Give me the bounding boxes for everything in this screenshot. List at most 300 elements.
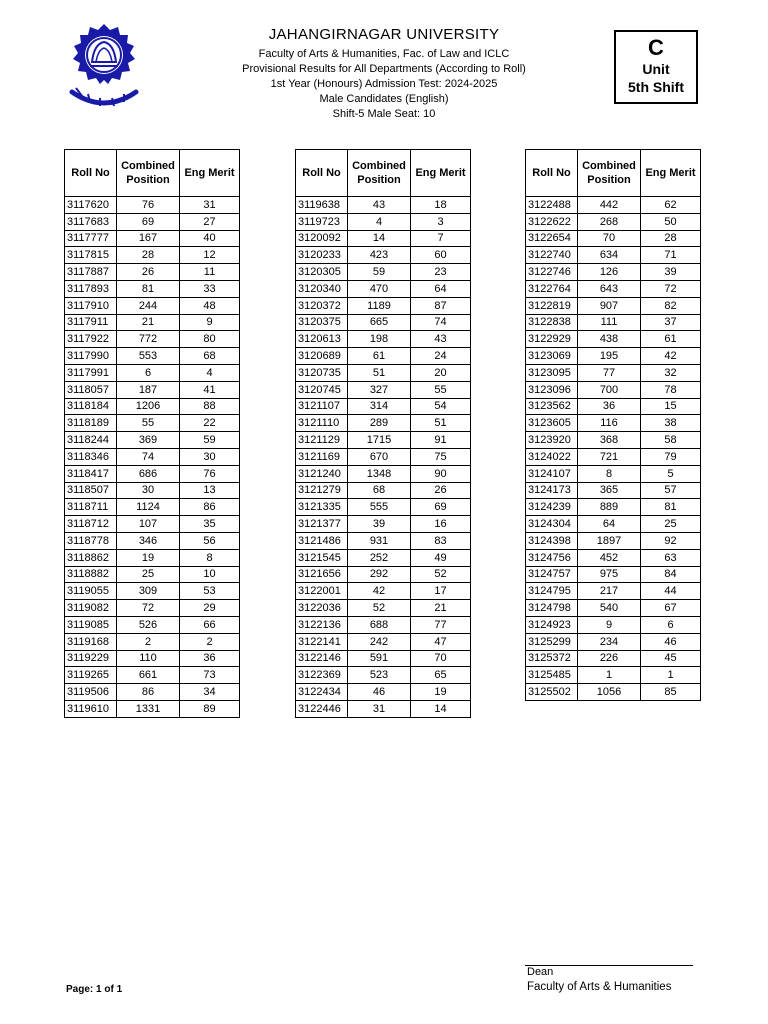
roll-no-cell: 3119638 <box>296 197 348 214</box>
combined-position-cell: 1348 <box>348 465 411 482</box>
table-row <box>526 280 701 297</box>
roll-no-header: Roll No <box>296 150 348 197</box>
combined-position-cell: 931 <box>348 532 411 549</box>
combined-position-cell: 52 <box>348 600 411 617</box>
roll-no-cell: 3124756 <box>526 549 578 566</box>
combined-position-cell: 591 <box>348 650 411 667</box>
table-row <box>65 633 240 650</box>
table-row <box>526 247 701 264</box>
table-row <box>296 280 471 297</box>
eng-merit-cell: 14 <box>411 700 471 717</box>
roll-no-cell: 3125299 <box>526 633 578 650</box>
table-row <box>526 197 701 214</box>
roll-no-cell: 3122819 <box>526 297 578 314</box>
combined-position-cell: 14 <box>348 230 411 247</box>
roll-no-cell: 3117893 <box>65 280 117 297</box>
roll-no-cell: 3118711 <box>65 499 117 516</box>
roll-no-cell: 3125372 <box>526 650 578 667</box>
eng-merit-cell: 5 <box>641 465 701 482</box>
eng-merit-cell: 29 <box>180 600 240 617</box>
table-row <box>296 213 471 230</box>
signatory-title: Dean <box>527 966 554 978</box>
roll-no-cell: 3118184 <box>65 398 117 415</box>
roll-no-cell: 3117911 <box>65 314 117 331</box>
roll-no-header: Roll No <box>526 150 578 197</box>
eng-merit-cell: 36 <box>180 650 240 667</box>
combined-position-cell: 69 <box>117 213 180 230</box>
roll-no-cell: 3120340 <box>296 280 348 297</box>
combined-position-cell: 1715 <box>348 432 411 449</box>
eng-merit-cell: 83 <box>411 532 471 549</box>
combined-position-cell: 670 <box>348 448 411 465</box>
roll-no-cell: 3124239 <box>526 499 578 516</box>
roll-no-cell: 3124795 <box>526 583 578 600</box>
roll-no-cell: 3121486 <box>296 532 348 549</box>
eng-merit-cell: 70 <box>411 650 471 667</box>
combined-position-cell: 309 <box>117 583 180 600</box>
combined-position-cell: 81 <box>117 280 180 297</box>
roll-no-cell: 3124173 <box>526 482 578 499</box>
roll-no-cell: 3122746 <box>526 264 578 281</box>
roll-no-cell: 3123095 <box>526 364 578 381</box>
eng-merit-cell: 19 <box>411 684 471 701</box>
eng-merit-cell: 43 <box>411 331 471 348</box>
table-row <box>65 364 240 381</box>
eng-merit-cell: 51 <box>411 415 471 432</box>
eng-merit-cell: 28 <box>641 230 701 247</box>
roll-no-cell: 3122654 <box>526 230 578 247</box>
eng-merit-cell: 27 <box>180 213 240 230</box>
combined-position-cell: 700 <box>578 381 641 398</box>
combined-position-cell: 31 <box>348 700 411 717</box>
roll-no-cell: 3122036 <box>296 600 348 617</box>
university-logo <box>62 22 146 114</box>
table-row <box>65 482 240 499</box>
eng-merit-cell: 40 <box>180 230 240 247</box>
table-row <box>526 499 701 516</box>
eng-merit-cell: 86 <box>180 499 240 516</box>
roll-no-cell: 3125485 <box>526 667 578 684</box>
combined-position-cell: 74 <box>117 448 180 465</box>
eng-merit-cell: 65 <box>411 667 471 684</box>
roll-no-cell: 3121107 <box>296 398 348 415</box>
eng-merit-header: Eng Merit <box>180 150 240 197</box>
table-row <box>65 213 240 230</box>
results-table-1 <box>64 149 240 718</box>
eng-merit-cell: 17 <box>411 583 471 600</box>
eng-merit-cell: 31 <box>180 197 240 214</box>
combined-position-cell: 289 <box>348 415 411 432</box>
roll-no-cell: 3118778 <box>65 532 117 549</box>
table-row <box>296 600 471 617</box>
table-row <box>65 650 240 667</box>
roll-no-cell: 3121656 <box>296 566 348 583</box>
combined-position-cell: 1897 <box>578 532 641 549</box>
roll-no-cell: 3122446 <box>296 700 348 717</box>
table-row <box>65 684 240 701</box>
roll-no-cell: 3117922 <box>65 331 117 348</box>
eng-merit-header: Eng Merit <box>641 150 701 197</box>
combined-position-cell: 327 <box>348 381 411 398</box>
combined-position-cell: 107 <box>117 516 180 533</box>
eng-merit-header: Eng Merit <box>411 150 471 197</box>
roll-no-cell: 3119085 <box>65 616 117 633</box>
eng-merit-cell: 49 <box>411 549 471 566</box>
combined-position-cell: 772 <box>117 331 180 348</box>
eng-merit-cell: 60 <box>411 247 471 264</box>
combined-position-cell: 346 <box>117 532 180 549</box>
table-row <box>296 566 471 583</box>
roll-no-cell: 3118862 <box>65 549 117 566</box>
eng-merit-cell: 13 <box>180 482 240 499</box>
eng-merit-cell: 92 <box>641 532 701 549</box>
results-table-2 <box>295 149 471 718</box>
eng-merit-cell: 80 <box>180 331 240 348</box>
combined-position-cell: 111 <box>578 314 641 331</box>
combined-position-cell: 167 <box>117 230 180 247</box>
table-row <box>296 616 471 633</box>
roll-no-cell: 3124107 <box>526 465 578 482</box>
roll-no-cell: 3123605 <box>526 415 578 432</box>
roll-no-cell: 3120613 <box>296 331 348 348</box>
combined-position-cell: 64 <box>578 516 641 533</box>
table-row <box>65 700 240 717</box>
roll-no-cell: 3124798 <box>526 600 578 617</box>
eng-merit-cell: 48 <box>180 297 240 314</box>
roll-no-cell: 3123069 <box>526 348 578 365</box>
table-row <box>296 684 471 701</box>
table-row <box>526 364 701 381</box>
table-row <box>296 516 471 533</box>
eng-merit-cell: 47 <box>411 633 471 650</box>
combined-position-cell: 1124 <box>117 499 180 516</box>
combined-position-cell: 116 <box>578 415 641 432</box>
roll-no-cell: 3124398 <box>526 532 578 549</box>
eng-merit-cell: 73 <box>180 667 240 684</box>
eng-merit-cell: 84 <box>641 566 701 583</box>
table-row <box>526 549 701 566</box>
table-row <box>526 600 701 617</box>
combined-position-header: Combined Position <box>117 150 180 197</box>
table-row <box>296 465 471 482</box>
combined-position-cell: 55 <box>117 415 180 432</box>
table-row <box>296 381 471 398</box>
roll-no-cell: 3124757 <box>526 566 578 583</box>
table-row <box>526 616 701 633</box>
combined-position-cell: 110 <box>117 650 180 667</box>
table-row <box>526 633 701 650</box>
combined-position-cell: 314 <box>348 398 411 415</box>
combined-position-cell: 76 <box>117 197 180 214</box>
eng-merit-cell: 25 <box>641 516 701 533</box>
table-row <box>526 448 701 465</box>
eng-merit-cell: 15 <box>641 398 701 415</box>
eng-merit-cell: 59 <box>180 432 240 449</box>
roll-no-cell: 3119610 <box>65 700 117 717</box>
roll-no-cell: 3120372 <box>296 297 348 314</box>
eng-merit-cell: 8 <box>180 549 240 566</box>
table-row <box>65 331 240 348</box>
roll-no-cell: 3121129 <box>296 432 348 449</box>
combined-position-cell: 452 <box>578 549 641 566</box>
combined-position-cell: 523 <box>348 667 411 684</box>
faculty-line: Faculty of Arts & Humanities, Fac. of Law and ICLC <box>258 48 510 60</box>
eng-merit-cell: 50 <box>641 213 701 230</box>
roll-no-cell: 3118057 <box>65 381 117 398</box>
eng-merit-cell: 46 <box>641 633 701 650</box>
combined-position-cell: 61 <box>348 348 411 365</box>
eng-merit-cell: 62 <box>641 197 701 214</box>
combined-position-cell: 368 <box>578 432 641 449</box>
roll-no-cell: 3122141 <box>296 633 348 650</box>
eng-merit-cell: 72 <box>641 280 701 297</box>
table-row <box>65 197 240 214</box>
roll-no-cell: 3120375 <box>296 314 348 331</box>
table-row <box>526 465 701 482</box>
eng-merit-cell: 9 <box>180 314 240 331</box>
combined-position-cell: 28 <box>117 247 180 264</box>
eng-merit-cell: 67 <box>641 600 701 617</box>
combined-position-cell: 46 <box>348 684 411 701</box>
table-row <box>526 532 701 549</box>
eng-merit-cell: 22 <box>180 415 240 432</box>
roll-no-cell: 3122838 <box>526 314 578 331</box>
combined-position-cell: 889 <box>578 499 641 516</box>
combined-position-cell: 8 <box>578 465 641 482</box>
roll-no-cell: 3117620 <box>65 197 117 214</box>
table-row <box>65 280 240 297</box>
combined-position-cell: 19 <box>117 549 180 566</box>
table-row <box>65 415 240 432</box>
eng-merit-cell: 82 <box>641 297 701 314</box>
table-row <box>296 432 471 449</box>
eng-merit-cell: 10 <box>180 566 240 583</box>
table-row <box>526 230 701 247</box>
eng-merit-cell: 68 <box>180 348 240 365</box>
shift-seat-line: Shift-5 Male Seat: 10 <box>332 108 436 120</box>
roll-no-cell: 3119168 <box>65 633 117 650</box>
roll-no-cell: 3120735 <box>296 364 348 381</box>
table-row <box>296 482 471 499</box>
eng-merit-cell: 12 <box>180 247 240 264</box>
roll-no-cell: 3121279 <box>296 482 348 499</box>
combined-position-cell: 661 <box>117 667 180 684</box>
combined-position-cell: 30 <box>117 482 180 499</box>
combined-position-cell: 686 <box>117 465 180 482</box>
roll-no-cell: 3119082 <box>65 600 117 617</box>
table-row <box>65 667 240 684</box>
eng-merit-cell: 7 <box>411 230 471 247</box>
eng-merit-cell: 88 <box>180 398 240 415</box>
results-line: Provisional Results for All Departments (According to Roll) <box>242 63 526 75</box>
table-row <box>296 667 471 684</box>
roll-no-cell: 3122740 <box>526 247 578 264</box>
table-row <box>65 432 240 449</box>
combined-position-cell: 217 <box>578 583 641 600</box>
table-row <box>296 264 471 281</box>
combined-position-cell: 2 <box>117 633 180 650</box>
combined-position-cell: 187 <box>117 381 180 398</box>
table-row <box>65 583 240 600</box>
table-row <box>526 348 701 365</box>
combined-position-cell: 470 <box>348 280 411 297</box>
table-row <box>526 398 701 415</box>
combined-position-cell: 226 <box>578 650 641 667</box>
roll-no-cell: 3117683 <box>65 213 117 230</box>
table-row <box>296 650 471 667</box>
table-row <box>65 448 240 465</box>
table-row <box>296 230 471 247</box>
eng-merit-cell: 23 <box>411 264 471 281</box>
eng-merit-cell: 91 <box>411 432 471 449</box>
combined-position-cell: 242 <box>348 633 411 650</box>
combined-position-cell: 1331 <box>117 700 180 717</box>
roll-no-cell: 3119723 <box>296 213 348 230</box>
table-row <box>296 499 471 516</box>
table-row <box>526 415 701 432</box>
table-row <box>65 566 240 583</box>
table-row <box>65 247 240 264</box>
table-row <box>296 532 471 549</box>
eng-merit-cell: 78 <box>641 381 701 398</box>
combined-position-cell: 6 <box>117 364 180 381</box>
table-row <box>526 432 701 449</box>
roll-no-cell: 3121545 <box>296 549 348 566</box>
combined-position-cell: 442 <box>578 197 641 214</box>
table-row <box>296 415 471 432</box>
table-row <box>526 314 701 331</box>
table-row <box>526 331 701 348</box>
combined-position-cell: 42 <box>348 583 411 600</box>
roll-no-cell: 3117777 <box>65 230 117 247</box>
roll-no-cell: 3119055 <box>65 583 117 600</box>
combined-position-cell: 43 <box>348 197 411 214</box>
unit-box <box>614 30 698 104</box>
combined-position-cell: 643 <box>578 280 641 297</box>
roll-no-cell: 3117815 <box>65 247 117 264</box>
roll-no-cell: 3124923 <box>526 616 578 633</box>
eng-merit-cell: 89 <box>180 700 240 717</box>
eng-merit-cell: 33 <box>180 280 240 297</box>
eng-merit-cell: 34 <box>180 684 240 701</box>
eng-merit-cell: 3 <box>411 213 471 230</box>
table-header-row <box>526 150 701 197</box>
table-row <box>526 264 701 281</box>
combined-position-cell: 26 <box>117 264 180 281</box>
combined-position-cell: 195 <box>578 348 641 365</box>
roll-no-cell: 3118346 <box>65 448 117 465</box>
combined-position-cell: 39 <box>348 516 411 533</box>
eng-merit-cell: 57 <box>641 482 701 499</box>
eng-merit-cell: 77 <box>411 616 471 633</box>
eng-merit-cell: 55 <box>411 381 471 398</box>
table-row <box>526 297 701 314</box>
combined-position-cell: 68 <box>348 482 411 499</box>
eng-merit-cell: 44 <box>641 583 701 600</box>
admission-test-line: 1st Year (Honours) Admission Test: 2024-2025 <box>270 78 498 90</box>
eng-merit-cell: 32 <box>641 364 701 381</box>
table-row <box>526 213 701 230</box>
table-row <box>65 398 240 415</box>
document-header <box>210 26 558 122</box>
roll-no-cell: 3117887 <box>65 264 117 281</box>
combined-position-cell: 77 <box>578 364 641 381</box>
eng-merit-cell: 87 <box>411 297 471 314</box>
roll-no-cell: 3117910 <box>65 297 117 314</box>
roll-no-cell: 3118189 <box>65 415 117 432</box>
eng-merit-cell: 1 <box>641 667 701 684</box>
combined-position-cell: 1189 <box>348 297 411 314</box>
eng-merit-cell: 16 <box>411 516 471 533</box>
combined-position-cell: 234 <box>578 633 641 650</box>
table-row <box>65 616 240 633</box>
table-row <box>296 314 471 331</box>
combined-position-cell: 1 <box>578 667 641 684</box>
combined-position-cell: 198 <box>348 331 411 348</box>
combined-position-cell: 369 <box>117 432 180 449</box>
roll-no-cell: 3121335 <box>296 499 348 516</box>
combined-position-cell: 59 <box>348 264 411 281</box>
eng-merit-cell: 39 <box>641 264 701 281</box>
eng-merit-cell: 2 <box>180 633 240 650</box>
page-number: Page: 1 of 1 <box>66 984 123 995</box>
roll-no-cell: 3122146 <box>296 650 348 667</box>
eng-merit-cell: 58 <box>641 432 701 449</box>
unit-label: Unit <box>642 61 670 77</box>
table-row <box>296 448 471 465</box>
eng-merit-cell: 64 <box>411 280 471 297</box>
unit-letter: C <box>648 35 664 60</box>
roll-no-header: Roll No <box>65 150 117 197</box>
roll-no-cell: 3117990 <box>65 348 117 365</box>
eng-merit-cell: 24 <box>411 348 471 365</box>
table-row <box>296 197 471 214</box>
roll-no-cell: 3123920 <box>526 432 578 449</box>
eng-merit-cell: 37 <box>641 314 701 331</box>
combined-position-cell: 292 <box>348 566 411 583</box>
combined-position-cell: 555 <box>348 499 411 516</box>
table-header-row <box>65 150 240 197</box>
combined-position-cell: 4 <box>348 213 411 230</box>
eng-merit-cell: 69 <box>411 499 471 516</box>
eng-merit-cell: 18 <box>411 197 471 214</box>
eng-merit-cell: 81 <box>641 499 701 516</box>
eng-merit-cell: 6 <box>641 616 701 633</box>
combined-position-cell: 36 <box>578 398 641 415</box>
table-row <box>65 532 240 549</box>
roll-no-cell: 3119506 <box>65 684 117 701</box>
signatory-office: Faculty of Arts & Humanities <box>527 981 672 993</box>
eng-merit-cell: 26 <box>411 482 471 499</box>
roll-no-cell: 3117991 <box>65 364 117 381</box>
roll-no-cell: 3120689 <box>296 348 348 365</box>
roll-no-cell: 3121110 <box>296 415 348 432</box>
roll-no-cell: 3121240 <box>296 465 348 482</box>
eng-merit-cell: 20 <box>411 364 471 381</box>
roll-no-cell: 3123096 <box>526 381 578 398</box>
eng-merit-cell: 42 <box>641 348 701 365</box>
combined-position-cell: 975 <box>578 566 641 583</box>
results-table-3 <box>525 149 701 701</box>
table-row <box>526 566 701 583</box>
eng-merit-cell: 35 <box>180 516 240 533</box>
table-row <box>526 381 701 398</box>
combined-position-cell: 72 <box>117 600 180 617</box>
combined-position-cell: 907 <box>578 297 641 314</box>
table-row <box>65 314 240 331</box>
eng-merit-cell: 53 <box>180 583 240 600</box>
table-row <box>65 516 240 533</box>
